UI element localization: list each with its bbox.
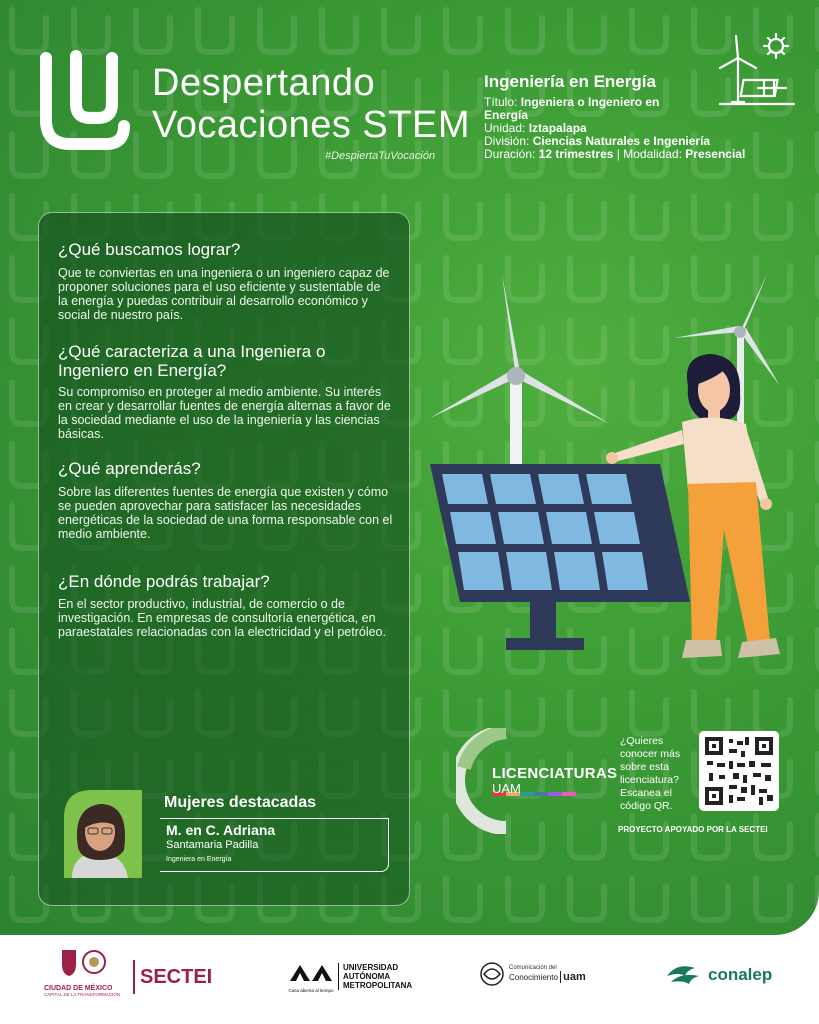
conalep-label: conalep <box>708 965 773 984</box>
qr-code[interactable] <box>699 731 779 811</box>
uam-emblem-icon <box>288 963 334 983</box>
conalep-logo <box>665 962 772 988</box>
licenciaturas-uam-label: UAM <box>492 781 521 796</box>
section-question-4: ¿En dónde podrás trabajar? <box>58 572 270 591</box>
qr-question: ¿Quieres conocer más sobre esta licenciatura? Escanea el código QR. <box>620 735 681 812</box>
featured-title: Mujeres destacadas <box>164 794 317 811</box>
section-answer-2: Su compromiso en proteger al medio ambiente. Su interés en crear y desarrollar fuentes de energía alternas a favor de la sociedad mediante el uso de la ingeniería y las ciencias básicas. <box>58 385 391 441</box>
comm-line2: Conocimiento <box>509 973 558 982</box>
cdmx-logo <box>44 948 124 997</box>
featured-avatar <box>58 788 142 878</box>
section-answer-1: Que te conviertas en una ingeniera o un ingeniero capaz de proponer soluciones para el uso eficiente y sustentable de la energía y puedas contribuir al desarrollo económico y social de nuestro país. <box>58 266 390 322</box>
featured-name-line2: Santamaria Padilla <box>166 839 259 851</box>
comm-uam: uam <box>560 971 586 983</box>
cdmx-shield-icon <box>44 948 124 978</box>
cdmx-line2: CAPITAL DE LA TRANSFORMACIÓN <box>44 992 121 997</box>
licenciaturas-label: LICENCIATURAS <box>492 765 618 782</box>
uam-line1: UNIVERSIDAD <box>343 963 399 972</box>
uam-line3: METROPOLITANA <box>343 981 413 990</box>
hashtag: #DespiertaTuVocación <box>325 150 436 162</box>
brand-title-line1: Despertando <box>152 62 376 104</box>
comm-line1: Comunicación del <box>509 965 557 971</box>
section-answer-3: Sobre las diferentes fuentes de energía que existen y cómo se pueden aprovechar para satisfacer las necesidades energéticas de la sociedad de una forma responsable con el medio ambiente. <box>58 485 393 541</box>
section-question-1: ¿Qué buscamos lograr? <box>58 240 241 259</box>
footer-divider <box>133 960 135 994</box>
featured-name-line1: M. en C. Adriana <box>166 822 276 838</box>
cdmx-line1: CIUDAD DE MÉXICO <box>44 985 113 992</box>
section-question-3: ¿Qué aprenderás? <box>58 459 201 478</box>
uam-logo <box>288 963 412 993</box>
brand-title <box>152 62 470 146</box>
wind-solar-icon <box>716 32 796 108</box>
section-question-2: ¿Qué caracteriza a una Ingeniera o Ingeniero en Energía? <box>58 342 326 380</box>
comunicacion-emblem-icon <box>478 960 506 988</box>
apoyado-label: PROYECTO APOYADO POR LA SECTEI <box>618 825 768 834</box>
career-unidad: Unidad: Iztapalapa <box>484 121 587 135</box>
conalep-emblem-icon <box>665 962 705 988</box>
featured-role: Ingeniera en Energía <box>166 856 232 863</box>
career-name: Ingeniería en Energía <box>484 72 656 91</box>
comunicacion-logo <box>478 960 586 988</box>
career-titulo: Título: Ingeniera o Ingeniero en Energía <box>484 95 660 122</box>
career-duracion: Duración: 12 trimestres | Modalidad: Presencial <box>484 147 746 161</box>
uam-tagline: Casa abierta al tiempo <box>288 988 334 993</box>
despertando-logo-icon <box>38 48 130 152</box>
energy-illustration <box>420 268 815 668</box>
career-division: División: Ciencias Naturales e Ingeniería <box>484 134 711 148</box>
sectei-logo: SECTEI <box>140 966 213 988</box>
section-answer-4: En el sector productivo, industrial, de comercio o de investigación. En empresas de consultoría energética, en paraestatales relacionadas con la electricidad y el petróleo. <box>58 597 386 639</box>
brand-title-line2: Vocaciones STEM <box>152 104 470 146</box>
uam-line2: AUTÓNOMA <box>343 972 391 981</box>
solar-panel-icon <box>430 464 690 650</box>
